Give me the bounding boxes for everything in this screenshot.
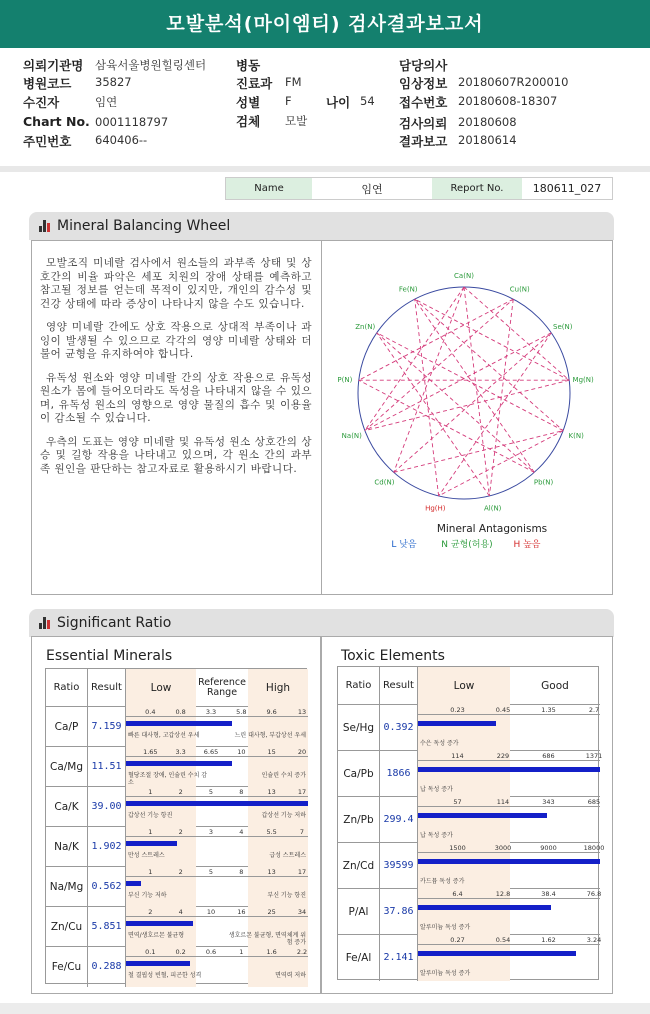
low-note: 면역/생호르몬 불균형 <box>128 932 185 939</box>
tick-row <box>126 707 308 717</box>
wheel-paragraph: 모발조직 미네랄 검사에서 원소들의 과부족 상태 및 상호간의 비율 파악은 세포 치원의 장애 상태를 예측하고 참고될 정보를 얻는데 목적이 있지만, 개인의 감수성 및 건강 상태에 따라 증상이 나타나지 않을 수도 있습니다. <box>40 257 312 310</box>
info-label: 검사의뢰 <box>399 116 448 131</box>
ratio-result: 0.288 <box>88 947 126 987</box>
ratio-result: 299.4 <box>380 797 418 843</box>
tick-label: 1.6 <box>266 948 277 956</box>
low-note: 카드뮴 독성 증가 <box>420 878 465 885</box>
table-row <box>338 705 600 751</box>
table-row <box>46 907 308 947</box>
essential-title: Essential Minerals <box>46 648 173 664</box>
result-bar <box>418 767 600 772</box>
info-label: 임상정보 <box>399 76 448 91</box>
ratio-name: Na/Mg <box>46 867 88 907</box>
ratio-name: Ca/P <box>46 707 88 747</box>
low-note: 철 결핍성 빈혈, 피곤한 성격 <box>128 972 202 979</box>
result-bar <box>418 721 496 726</box>
tick-label: 1500 <box>449 844 466 852</box>
legend-item: N 균형(허용) <box>441 540 493 550</box>
info-value: 모발 <box>285 114 308 128</box>
bar-chart-icon <box>39 617 51 629</box>
high-note: 느린 대사형, 부갑상선 우세 <box>234 732 306 739</box>
info-label: 병원코드 <box>23 76 72 91</box>
result-bar <box>126 841 177 846</box>
tick-row <box>418 889 600 899</box>
divider <box>0 166 650 172</box>
report-no-label: Report No. <box>432 178 522 199</box>
toxic-table <box>337 666 605 980</box>
table-header <box>46 669 308 707</box>
tick-label: 76.8 <box>586 890 602 898</box>
table-row <box>46 947 308 987</box>
legend-title: Mineral Antagonisms <box>436 523 548 535</box>
wheel-circle <box>358 287 570 499</box>
tick-label: 10 <box>237 748 246 756</box>
result-bar <box>126 921 193 926</box>
tick-label: 6.4 <box>452 890 463 898</box>
low-note: 혈당조절 장애, 인슐린 수치 감소 <box>128 772 208 786</box>
tick-label: 2 <box>178 868 183 876</box>
tick-row <box>418 705 600 715</box>
high-note: 급성 스트레스 <box>269 852 306 859</box>
tick-label: 2 <box>178 828 183 836</box>
result-bar <box>126 801 308 806</box>
bar-chart-icon <box>39 220 51 232</box>
tick-label: 3.24 <box>586 936 602 944</box>
tick-label: 15 <box>267 748 276 756</box>
info-value: 20180608-18307 <box>458 94 558 108</box>
high-note: 인슐린 수치 증가 <box>261 772 306 779</box>
antagonism-line <box>365 380 569 430</box>
tick-label: 34 <box>297 908 307 916</box>
antagonism-line <box>394 287 464 472</box>
tick-row <box>126 867 308 877</box>
tick-label: 10 <box>206 908 216 916</box>
tick-label: 4 <box>178 908 183 916</box>
high-note: 생호르몬 불균형, 면역체계 위험 증가 <box>228 932 306 946</box>
tick-label: 4 <box>239 828 244 836</box>
wheel-node-label: Se(N) <box>553 322 573 331</box>
ratio-name: Ca/Mg <box>46 747 88 787</box>
wheel-node-label: Cd(N) <box>374 478 395 487</box>
name-value: 임연 <box>361 182 383 196</box>
tick-row <box>126 947 308 957</box>
name-bar <box>225 177 613 200</box>
ratio-name: Fe/Al <box>338 935 380 981</box>
table-row <box>338 889 600 935</box>
wheel-paragraph: 유독성 원소와 영양 미네랄 간의 상호 작용으로 유독성 원소가 몸에 들어오더라도 독성을 나타내지 않을 수 있으며, 유독성 원소의 영향으로 영양 물질의 흡수 및 이용율이 감소될 수 있습니다. <box>40 371 312 424</box>
info-label: Chart No. <box>23 114 90 129</box>
tick-label: 20 <box>297 748 307 756</box>
low-note: 부신 기능 저하 <box>128 892 167 899</box>
tick-row <box>418 751 603 761</box>
info-label: 결과보고 <box>399 134 448 149</box>
mineral-wheel <box>322 241 612 593</box>
tick-label: 0.8 <box>175 708 186 716</box>
low-note: 알루미늄 독성 증가 <box>420 970 471 977</box>
info-value: 20180607R200010 <box>458 75 569 89</box>
tick-label: 685 <box>587 798 601 806</box>
tick-label: 114 <box>496 798 510 806</box>
tick-row <box>418 843 605 853</box>
ratio-name: Ca/K <box>46 787 88 827</box>
wheel-node-label: Ca(N) <box>454 272 474 280</box>
tick-row <box>418 935 600 945</box>
tick-label: 2.2 <box>296 948 308 956</box>
ratio-result: 5.851 <box>88 907 126 947</box>
tick-label: 686 <box>542 752 555 760</box>
tick-label: 0.45 <box>495 706 511 714</box>
info-value: 35827 <box>95 75 132 89</box>
high-note: 면역력 저하 <box>275 972 306 979</box>
info-value: 0001118797 <box>95 115 169 129</box>
low-note: 만성 스트레스 <box>128 852 165 859</box>
result-bar <box>126 961 190 966</box>
tick-label: 2 <box>148 908 153 916</box>
tick-label: 9000 <box>540 844 557 852</box>
tick-label: 0.2 <box>175 948 186 956</box>
header-high: High <box>248 669 308 707</box>
ratio-result: 0.562 <box>88 867 126 907</box>
table-header <box>338 667 600 705</box>
table-row <box>338 935 600 981</box>
header-result: Result <box>380 667 418 705</box>
result-bar <box>126 881 141 886</box>
info-label: 병동 <box>236 58 261 73</box>
tick-row <box>126 907 308 917</box>
wheel-paragraph: 영양 미네랄 간에도 상호 작용으로 상대적 부족이나 과잉이 발생될 수 있으므로 각각의 영양 미네랄 상태와 더불어 균형을 유지하여야 합니다. <box>40 321 312 360</box>
page-footer <box>0 1003 650 1014</box>
tick-label: 12.8 <box>495 890 511 898</box>
result-bar <box>418 951 576 956</box>
tick-label: 0.6 <box>205 948 217 956</box>
table-row <box>338 843 605 889</box>
tick-label: 1371 <box>585 752 603 760</box>
ratio-result: 1866 <box>380 751 418 797</box>
tick-row <box>126 747 308 757</box>
tick-label: 0.4 <box>145 708 156 716</box>
tick-row <box>126 827 308 837</box>
wheel-node-label: P(N) <box>337 375 353 384</box>
report-no-value: 180611_027 <box>532 182 602 195</box>
info-label: 접수번호 <box>399 95 448 110</box>
antagonism-line <box>489 299 513 496</box>
ratio-section-header <box>29 609 614 637</box>
tick-label: 25 <box>267 908 276 916</box>
header-low: Low <box>418 667 510 705</box>
info-label: 주민번호 <box>23 134 72 149</box>
ratio-name: Fe/Cu <box>46 947 88 987</box>
tick-label: 114 <box>451 752 464 760</box>
info-label: 진료과 <box>236 76 273 91</box>
tick-label: 8 <box>239 868 244 876</box>
tick-row <box>418 797 600 807</box>
tick-label: 6.65 <box>203 748 219 756</box>
header-low: Low <box>126 669 196 707</box>
table-row <box>46 787 308 827</box>
tick-label: 3.3 <box>205 708 217 716</box>
tick-label: 229 <box>496 752 510 760</box>
table-row <box>46 747 308 787</box>
wheel-description <box>40 257 312 486</box>
tick-label: 1 <box>148 828 153 836</box>
tick-label: 18000 <box>583 844 605 852</box>
result-bar <box>418 905 551 910</box>
ratio-name: Zn/Cd <box>338 843 380 889</box>
ratio-name: Zn/Cu <box>46 907 88 947</box>
tick-label: 3000 <box>494 844 512 852</box>
info-value: FM <box>285 75 302 89</box>
info-value: 삼육서울병원힐링센터 <box>95 58 207 72</box>
wheel-node-label: Fe(N) <box>398 285 418 294</box>
patient-info <box>0 48 650 166</box>
tick-label: 0.1 <box>145 948 156 956</box>
result-bar <box>126 761 232 766</box>
wheel-node-label: Cu(N) <box>509 285 530 294</box>
age-label: 나이 <box>326 95 351 110</box>
ratio-result: 11.51 <box>88 747 126 787</box>
tick-label: 3 <box>208 828 214 836</box>
high-note: 부신 기능 항진 <box>267 892 306 899</box>
wheel-node-label: Hg(H) <box>425 504 446 513</box>
tick-label: 3.3 <box>175 748 186 756</box>
wheel-node-label: Pb(N) <box>533 478 554 487</box>
tick-label: 17 <box>297 788 307 796</box>
ratio-name: Na/K <box>46 827 88 867</box>
header-ratio: Ratio <box>338 667 380 705</box>
result-bar <box>418 859 600 864</box>
ratio-result: 39.00 <box>88 787 126 827</box>
wheel-paragraph: 우측의 도표는 영양 미네랄 및 유독성 원소 상호간의 상승 및 길항 작용을 나타내고 있으며, 각 원소 간의 과부족 원인을 판단하는 참고자료로 활용하시기 바랍니다. <box>40 435 312 475</box>
ratio-result: 39599 <box>380 843 418 889</box>
tick-label: 13 <box>297 708 307 716</box>
info-label: 수진자 <box>23 95 60 110</box>
header-result: Result <box>88 669 126 707</box>
tick-label: 13 <box>267 868 276 876</box>
ratio-result: 0.392 <box>380 705 418 751</box>
legend-item: H 높음 <box>513 540 541 550</box>
info-value: 20180608 <box>458 115 517 129</box>
tick-label: 2 <box>178 788 183 796</box>
ratio-name: P/Al <box>338 889 380 935</box>
tick-label: 17 <box>297 868 307 876</box>
name-label: Name <box>226 178 312 199</box>
low-note: 갑상선 기능 항진 <box>128 812 173 819</box>
tick-label: 8 <box>239 788 244 796</box>
table-row <box>46 867 308 907</box>
wheel-section-title: Mineral Balancing Wheel <box>57 218 231 234</box>
tick-label: 7 <box>299 828 305 836</box>
wheel-node-label: Mg(N) <box>572 375 594 384</box>
wheel-node-label: Na(N) <box>341 431 362 440</box>
tick-label: 1.62 <box>541 936 556 944</box>
ratio-result: 7.159 <box>88 707 126 747</box>
tick-label: 0.27 <box>450 936 465 944</box>
legend-item: L 낮음 <box>391 540 417 550</box>
tick-label: 38.4 <box>541 890 556 898</box>
table-row <box>338 797 600 843</box>
toxic-title: Toxic Elements <box>341 648 445 664</box>
info-value: F <box>285 94 292 108</box>
info-label: 담당의사 <box>399 58 448 73</box>
tick-label: 57 <box>453 798 462 806</box>
ratio-section-title: Significant Ratio <box>57 615 172 631</box>
essential-table <box>45 668 307 984</box>
tick-label: 1 <box>148 788 153 796</box>
tick-label: 1.65 <box>143 748 158 756</box>
tick-label: 9.6 <box>266 708 277 716</box>
tick-label: 5.5 <box>266 828 277 836</box>
info-label: 의뢰기관명 <box>23 58 84 73</box>
low-note: 납 독성 증가 <box>420 786 453 793</box>
ratio-result: 2.141 <box>380 935 418 981</box>
low-note: 빠른 대사형, 고갑상선 우세 <box>128 732 200 739</box>
ratio-result: 1.902 <box>88 827 126 867</box>
tick-row <box>126 787 308 797</box>
result-bar <box>126 721 232 726</box>
age-value: 54 <box>360 94 375 108</box>
tick-label: 5 <box>208 788 214 796</box>
table-row <box>46 707 308 747</box>
info-label: 검체 <box>236 114 261 129</box>
info-value: 임연 <box>95 95 118 109</box>
low-note: 수은 독성 증가 <box>420 740 459 747</box>
info-value: 640406-- <box>95 133 148 147</box>
tick-label: 1 <box>148 868 153 876</box>
tick-label: 343 <box>542 798 555 806</box>
tick-label: 5.8 <box>236 708 247 716</box>
antagonism-line <box>394 431 563 473</box>
ratio-name: Zn/Pb <box>338 797 380 843</box>
info-label: 성별 <box>236 95 261 110</box>
tick-label: 1.35 <box>541 706 556 714</box>
header-good: Good <box>541 680 569 692</box>
tick-label: 0.54 <box>495 936 511 944</box>
info-value: 20180614 <box>458 133 517 147</box>
tick-label: 0.23 <box>450 706 465 714</box>
wheel-node-label: Zn(N) <box>355 322 376 331</box>
tick-label: 13 <box>267 788 276 796</box>
ratio-result: 37.86 <box>380 889 418 935</box>
high-note: 갑상선 기능 저하 <box>261 812 306 819</box>
wheel-node-label: K(N) <box>568 431 584 440</box>
wheel-section-header <box>29 212 614 240</box>
header-ratio: Ratio <box>46 669 88 707</box>
table-row <box>338 751 603 797</box>
header-reference: Reference Range <box>198 677 246 698</box>
tick-label: 2.7 <box>588 706 600 714</box>
low-note: 납 독성 증가 <box>420 832 453 839</box>
tick-label: 16 <box>237 908 246 916</box>
table-row <box>46 827 308 867</box>
tick-label: 5 <box>208 868 214 876</box>
ratio-name: Ca/Pb <box>338 751 380 797</box>
low-note: 알루미늄 독성 증가 <box>420 924 471 931</box>
tick-label: 1 <box>239 948 244 956</box>
report-title: 모발분석(마이엠티) 검사결과보고서 <box>0 0 650 48</box>
wheel-node-label: Al(N) <box>483 504 502 513</box>
result-bar <box>418 813 547 818</box>
ratio-name: Se/Hg <box>338 705 380 751</box>
antagonism-line <box>439 333 552 496</box>
